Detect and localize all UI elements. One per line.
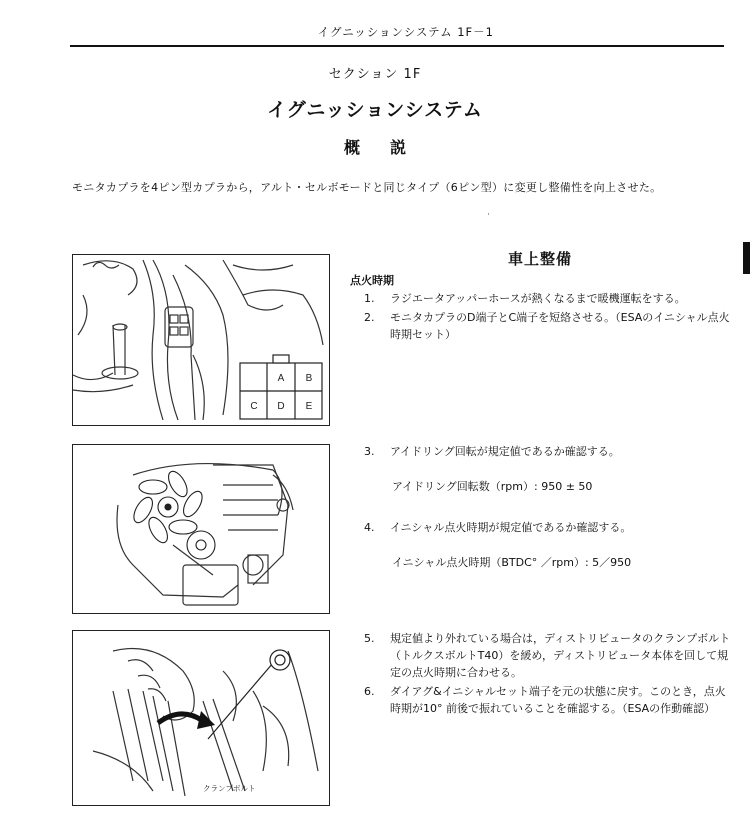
chapter-title: イグニッションシステム — [267, 99, 483, 121]
step-text: アイドリング回転が規定値であるか確認する。 — [390, 445, 620, 458]
steps-group-3 — [364, 630, 732, 719]
step-text: ダイアグ&イニシャルセット端子を元の状態に戻す。このとき，点火時期が10° 前後で振れていることを確認する。（ESAの作動確認） — [390, 685, 726, 715]
coupler-illustration — [73, 255, 329, 425]
overview-heading: 概説 — [343, 138, 436, 157]
service-title: 車上整備 — [507, 250, 572, 268]
step-number: 4. — [364, 521, 375, 534]
step-number: 6. — [364, 685, 375, 698]
step-text: モニタカプラのD端子とC端子を短絡させる。（ESAのイニシャル点火時期セット） — [390, 311, 730, 341]
pin-d-label: D — [277, 401, 285, 412]
pin-c-label: C — [250, 401, 258, 412]
step-text: 規定値より外れている場合は，ディストリビュータのクランプボルト（トルクスボルトT40）を緩め，ディストリビュータ本体を回して規定の点火時期に合わせる。 — [390, 632, 731, 679]
ignition-timing-spec: イニシャル点火時期（BTDC° ／rpm）: 5／950 — [392, 556, 632, 569]
step-item — [364, 309, 732, 343]
figure-monitor-coupler — [72, 254, 330, 426]
pin-e-label: E — [305, 401, 313, 412]
step-text: イニシャル点火時期が規定値であるか確認する。 — [390, 521, 632, 534]
step-item — [364, 443, 732, 460]
speck: · — [487, 210, 490, 220]
engine-illustration — [73, 445, 329, 613]
ignition-timing-heading: 点火時期 — [350, 274, 394, 287]
page-edge-tab — [743, 242, 750, 274]
steps-group-1 — [364, 290, 732, 345]
step-item — [364, 290, 732, 307]
intro-paragraph: モニタカプラを4ピン型カプラから，アルト・セルボモードと同じタイプ（6ピン型）に変更し整備性を向上させた。 — [72, 181, 662, 194]
clamp-bolt-label: クランプボルト — [203, 784, 256, 793]
step-number: 3. — [364, 445, 375, 458]
steps-group-2 — [364, 443, 732, 595]
section-label: セクション 1F — [328, 67, 422, 82]
header-rule — [70, 45, 724, 47]
step-text: ラジエータアッパーホースが熱くなるまで暖機運転をする。 — [390, 292, 686, 305]
step-number: 5. — [364, 632, 375, 645]
pin-b-label: B — [305, 373, 313, 384]
figure-engine-fan — [72, 444, 330, 614]
distributor-illustration — [73, 631, 329, 805]
step-item — [364, 683, 732, 717]
idle-speed-spec: アイドリング回転数（rpm）: 950 ± 50 — [392, 480, 593, 493]
step-number: 1. — [364, 292, 375, 305]
figure-distributor-clamp — [72, 630, 330, 806]
running-header: イグニッションシステム 1F－1 — [317, 25, 494, 39]
step-item — [364, 519, 732, 536]
step-number: 2. — [364, 311, 375, 324]
step-item — [364, 630, 732, 681]
pin-a-label: A — [277, 373, 285, 384]
